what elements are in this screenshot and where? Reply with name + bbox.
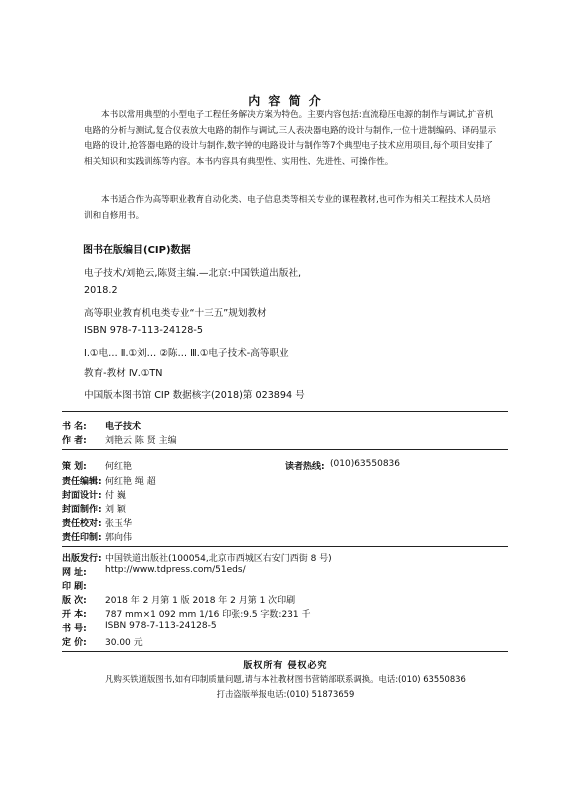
intro-paragraph-1: 本书以常用典型的小型电子工程任务解决方案为特色。主要内容包括:直流稳压电源的制作与调试,扩音机电路的分析与测试,复合仪表放大电路的制作与调试,三人表决器电路的设计与制作,一位十进制编码、译码显示电路的设计,抢答器电路的设计与制作,数字钟的电路设计与制作等7个典型电子技术应用项目,每个项目安排了相关知识和实践训练等内容。本书内容具有典型性、实用性、先进性、可操作性。 <box>84 110 497 167</box>
hotline-label: 读者热线: <box>285 462 325 472</box>
cover-design-value: 付 巍 <box>105 491 126 501</box>
piracy-hotline: 打击盗版举报电话:(010) 51873659 <box>216 689 355 699</box>
print-resp-value: 郭向伟 <box>105 533 133 543</box>
cip-line-1: 电子技术/刘艳云,陈贤主编.—北京:中国铁道出版社, <box>84 268 302 279</box>
cip-line-4: ISBN 978-7-113-24128-5 <box>84 325 203 336</box>
cip-line-2: 2018.2 <box>84 285 118 296</box>
printer-label: 印 刷: <box>62 582 87 592</box>
edition-value: 2018 年 2 月第 1 版 2018 年 2 月第 1 次印刷 <box>105 596 296 606</box>
divider-3 <box>62 546 508 547</box>
price-label: 定 价: <box>62 638 87 648</box>
format-value: 787 mm×1 092 mm 1/16 印张:9.5 字数:231 千 <box>105 610 311 620</box>
intro-paragraph-2: 本书适合作为高等职业教育自动化类、电子信息类等相关专业的课程教材,也可作为相关工程技术人员培训和自修用书。 <box>84 195 491 221</box>
quality-notice: 凡购买铁道版图书,如有印制质量问题,请与本社教材图书营销部联系调换。电话:(010) 63550836 <box>105 674 466 684</box>
rights-reserved: 版权所有 侵权必究 <box>243 661 328 671</box>
book-title-label: 书 名: <box>62 422 87 432</box>
intro-title: 内 容 简 介 <box>248 94 323 108</box>
divider-1 <box>62 411 508 412</box>
resp-editor-value: 何红艳 绳 超 <box>105 477 156 487</box>
publisher-label: 出版发行: <box>62 554 102 564</box>
planner-value: 何红艳 <box>105 462 133 472</box>
isbn-label: 书 号: <box>62 624 87 634</box>
divider-2 <box>62 449 508 450</box>
isbn-value: ISBN 978-7-113-24128-5 <box>105 621 217 631</box>
book-title-value: 电子技术 <box>105 422 142 432</box>
cip-line-7: 中国版本图书馆 CIP 数据核字(2018)第 023894 号 <box>84 390 305 401</box>
proof-value: 张玉华 <box>105 519 133 529</box>
url-value: http://www.tdpress.com/51eds/ <box>105 565 246 575</box>
cip-line-3: 高等职业教育机电类专业“十三五”规划教材 <box>84 308 267 319</box>
publisher-value: 中国铁道出版社(100054,北京市西城区右安门西街 8 号) <box>105 554 332 564</box>
divider-4 <box>62 651 508 652</box>
url-label: 网 址: <box>62 568 87 578</box>
cover-produce-label: 封面制作: <box>62 505 102 515</box>
cover-design-label: 封面设计: <box>62 491 102 501</box>
resp-editor-label: 责任编辑: <box>62 477 102 487</box>
planner-label: 策 划: <box>62 462 87 472</box>
format-label: 开 本: <box>62 610 87 620</box>
price-value: 30.00 元 <box>105 638 143 648</box>
edition-label: 版 次: <box>62 596 87 606</box>
cip-line-5: Ⅰ.①电… Ⅱ.①刘… ②陈… Ⅲ.①电子技术-高等职业 <box>84 348 289 359</box>
cover-produce-value: 刘 颖 <box>105 505 126 515</box>
author-label: 作 者: <box>62 436 87 446</box>
author-value: 刘艳云 陈 贤 主编 <box>105 436 177 446</box>
cip-title: 图书在版编目(CIP)数据 <box>83 245 191 256</box>
print-resp-label: 责任印制: <box>62 533 102 543</box>
hotline-value: (010)63550836 <box>330 459 401 469</box>
cip-line-6: 教育-教材 Ⅳ.①TN <box>84 368 163 379</box>
proof-label: 责任校对: <box>62 519 102 529</box>
